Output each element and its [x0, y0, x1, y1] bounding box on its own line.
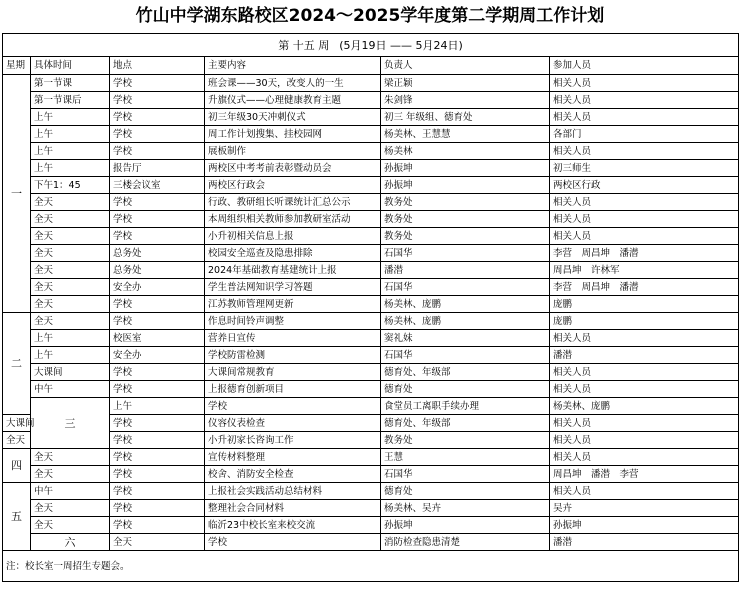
participants-cell: 相关人员: [550, 109, 739, 126]
time-cell: 全天: [31, 245, 110, 262]
content-cell: 小升初相关信息上报: [205, 228, 381, 245]
place-cell: 学校: [110, 75, 205, 92]
header-weekday: 星期: [3, 57, 31, 75]
week-range: (5月19日 —— 5月24日): [339, 38, 463, 52]
place-cell: 安全办: [110, 347, 205, 364]
content-cell: 宣传材料整理: [205, 449, 381, 466]
table-row: [3, 296, 739, 313]
time-cell: 全天: [31, 228, 110, 245]
table-row: [3, 211, 739, 228]
participants-cell: 吴卉: [550, 500, 739, 517]
time-cell: 全天: [31, 279, 110, 296]
owner-cell: 德育处: [381, 483, 550, 500]
place-cell: 学校: [110, 483, 205, 500]
page-title: 竹山中学湖东路校区2024～2025学年度第二学期周工作计划: [135, 6, 605, 26]
place-cell: 学校: [110, 109, 205, 126]
place-cell: 学校: [110, 415, 205, 432]
week-label: 第 十五 周: [278, 38, 330, 52]
table-row: [3, 432, 739, 449]
place-cell: 安全办: [110, 279, 205, 296]
participants-cell: 庞鹏: [550, 313, 739, 330]
participants-cell: 李营 周昌坤 潘潜: [550, 245, 739, 262]
content-cell: 两校区中考考前表彰暨动员会: [205, 160, 381, 177]
participants-cell: 相关人员: [550, 92, 739, 109]
weekday-cell: 六: [31, 534, 110, 551]
place-cell: 总务处: [110, 245, 205, 262]
content-cell: 校园安全巡查及隐患排除: [205, 245, 381, 262]
content-cell: 上报德育创新项目: [205, 381, 381, 398]
table-row: [3, 194, 739, 211]
content-cell: 行政、教研组长听课统计汇总公示: [205, 194, 381, 211]
content-cell: 整理社会合同材料: [205, 500, 381, 517]
table-row: [3, 483, 739, 500]
content-cell: 校舍、消防安全检查: [205, 466, 381, 483]
header-owner: 负责人: [381, 57, 550, 75]
time-cell: 大课间: [3, 415, 31, 432]
time-cell: 第一节课后: [31, 92, 110, 109]
owner-cell: 潘潜: [550, 534, 739, 551]
place-cell: 学校: [110, 92, 205, 109]
participants-cell: 庞鹏: [550, 296, 739, 313]
table-row: [3, 466, 739, 483]
participants-cell: 相关人员: [550, 194, 739, 211]
footnote: 注：校长室一周招生专题会。: [3, 551, 739, 582]
participants-cell: 相关人员: [550, 75, 739, 92]
participants-cell: 潘潜: [550, 347, 739, 364]
time-cell: 下午1：45: [31, 177, 110, 194]
table-row: [3, 398, 739, 415]
table-row: [3, 160, 739, 177]
time-cell: 全天: [31, 449, 110, 466]
place-cell: 学校: [110, 500, 205, 517]
content-cell: 学生普法网知识学习答题: [205, 279, 381, 296]
week-row: [3, 34, 739, 57]
owner-cell: 孙振坤: [381, 160, 550, 177]
participants-cell: 相关人员: [550, 211, 739, 228]
place-cell: 学校: [110, 126, 205, 143]
time-cell: 上午: [31, 143, 110, 160]
owner-cell: 石国华: [381, 245, 550, 262]
place-cell: 学校: [110, 364, 205, 381]
participants-cell: 李营 周昌坤 潘潜: [550, 279, 739, 296]
place-cell: 学校: [110, 143, 205, 160]
participants-cell: 相关人员: [550, 483, 739, 500]
owner-cell: 梁正颖: [381, 75, 550, 92]
time-cell: 全天: [31, 517, 110, 534]
time-cell: 上午: [31, 160, 110, 177]
weekly-plan-table: [2, 33, 739, 582]
content-cell: 仪容仪表检查: [205, 415, 381, 432]
table-row: [3, 449, 739, 466]
content-cell: 周工作计划搜集、挂校园网: [205, 126, 381, 143]
content-cell: 营养日宣传: [205, 330, 381, 347]
participants-cell: 相关人员: [550, 330, 739, 347]
table-row: [3, 500, 739, 517]
owner-cell: 教务处: [381, 228, 550, 245]
table-row: [3, 262, 739, 279]
participants-cell: 两校区行政: [550, 177, 739, 194]
place-cell: 学校: [110, 296, 205, 313]
table-row: [3, 228, 739, 245]
table-row: [3, 347, 739, 364]
owner-cell: 杨美林: [381, 143, 550, 160]
participants-cell: 相关人员: [550, 143, 739, 160]
header-content: 主要内容: [205, 57, 381, 75]
place-cell: 学校: [110, 432, 205, 449]
owner-cell: 石国华: [381, 347, 550, 364]
place-cell: 报告厅: [110, 160, 205, 177]
participants-cell: 相关人员: [550, 449, 739, 466]
time-cell: 全天: [31, 194, 110, 211]
time-cell: 上午: [31, 330, 110, 347]
owner-cell: 德育处、年级部: [381, 415, 550, 432]
participants-cell: 各部门: [550, 126, 739, 143]
place-cell: 学校: [110, 381, 205, 398]
content-cell: 临沂23中校长室来校交流: [205, 517, 381, 534]
owner-cell: 杨美林、庞鹏: [381, 313, 550, 330]
time-cell: 大课间: [31, 364, 110, 381]
participants-cell: 孙振坤: [550, 517, 739, 534]
owner-cell: 杨美林、王慧慧: [381, 126, 550, 143]
table-row: [3, 313, 739, 330]
weekday-cell: 二: [3, 313, 31, 415]
owner-cell: 朱剑锋: [381, 92, 550, 109]
place-cell: 学校: [110, 211, 205, 228]
week-cell: [3, 34, 739, 57]
content-cell: 展板制作: [205, 143, 381, 160]
table-row: [3, 92, 739, 109]
place-cell: 校医室: [110, 330, 205, 347]
header-participants: 参加人员: [550, 57, 739, 75]
participants-cell: 周昌坤 潘潜 李营: [550, 466, 739, 483]
table-row: [3, 415, 739, 432]
content-cell: 江苏教师管理网更新: [205, 296, 381, 313]
participants-cell: 初三师生: [550, 160, 739, 177]
participants-cell: 周昌坤 许林军: [550, 262, 739, 279]
owner-cell: 王慧: [381, 449, 550, 466]
participants-cell: 相关人员: [550, 415, 739, 432]
participants-cell: 相关人员: [550, 364, 739, 381]
participants-cell: 相关人员: [550, 381, 739, 398]
time-cell: 全天: [31, 296, 110, 313]
content-cell: 作息时间铃声调整: [205, 313, 381, 330]
content-cell: 小升初家长咨询工作: [205, 432, 381, 449]
owner-cell: 杨美林、庞鹏: [381, 296, 550, 313]
time-cell: 全天: [31, 466, 110, 483]
owner-cell: 石国华: [381, 466, 550, 483]
time-cell: 全天: [31, 313, 110, 330]
table-row: [3, 143, 739, 160]
table-row: [3, 381, 739, 398]
header-time: 具体时间: [31, 57, 110, 75]
weekday-cell: 一: [3, 75, 31, 313]
content-cell: 班会课——30天，改变人的一生: [205, 75, 381, 92]
table-row: [3, 245, 739, 262]
content-cell: 初三年级30天冲刺仪式: [205, 109, 381, 126]
table-row: [3, 330, 739, 347]
time-cell: 全天: [3, 432, 31, 449]
table-row: [3, 364, 739, 381]
owner-cell: 孙振坤: [381, 517, 550, 534]
table-row: [3, 534, 739, 551]
content-cell: 2024年基础教育基建统计上报: [205, 262, 381, 279]
owner-cell: 德育处、年级部: [381, 364, 550, 381]
time-cell: 上午: [31, 347, 110, 364]
table-row: [3, 279, 739, 296]
time-cell: 中午: [31, 483, 110, 500]
content-cell: 上报社会实践活动总结材料: [205, 483, 381, 500]
time-cell: 上午: [31, 109, 110, 126]
place-cell: 学校: [110, 228, 205, 245]
time-cell: 上午: [31, 126, 110, 143]
place-cell: 学校: [110, 449, 205, 466]
owner-cell: 杨美林、吴卉: [381, 500, 550, 517]
time-cell: 上午: [110, 398, 205, 415]
table-row: [3, 177, 739, 194]
table-row: [3, 126, 739, 143]
weekday-cell: 四: [3, 449, 31, 483]
weekday-cell: 五: [3, 483, 31, 551]
owner-cell: 石国华: [381, 279, 550, 296]
time-cell: 全天: [31, 262, 110, 279]
place-cell: 学校: [110, 517, 205, 534]
place-cell: 学校: [110, 466, 205, 483]
place-cell: 学校: [205, 534, 381, 551]
table-row: [3, 517, 739, 534]
owner-cell: 教务处: [381, 432, 550, 449]
time-cell: 第一节课: [31, 75, 110, 92]
place-cell: 三楼会议室: [110, 177, 205, 194]
place-cell: 学校: [110, 313, 205, 330]
content-cell: 本周组织相关教师参加教研室活动: [205, 211, 381, 228]
participants-cell: 相关人员: [550, 432, 739, 449]
owner-cell: 潘潜: [381, 262, 550, 279]
place-cell: 学校: [205, 398, 381, 415]
content-cell: 升旗仪式——心理健康教育主题: [205, 92, 381, 109]
content-cell: 学校防雷检测: [205, 347, 381, 364]
owner-cell: 初三 年级组、德育处: [381, 109, 550, 126]
owner-cell: 教务处: [381, 194, 550, 211]
content-cell: 两校区行政会: [205, 177, 381, 194]
time-cell: 全天: [110, 534, 205, 551]
owner-cell: 德育处: [381, 381, 550, 398]
time-cell: 全天: [31, 211, 110, 228]
content-cell: 消防检查隐患清楚: [381, 534, 550, 551]
table-row: [3, 109, 739, 126]
owner-cell: 窦礼妹: [381, 330, 550, 347]
table-row: [3, 75, 739, 92]
place-cell: 学校: [110, 194, 205, 211]
header-row: [3, 57, 739, 75]
owner-cell: 教务处: [381, 211, 550, 228]
note-row: [3, 551, 739, 582]
weekday-cell: 三: [31, 398, 110, 449]
owner-cell: 杨美林、庞鹏: [550, 398, 739, 415]
content-cell: 大课间常规教育: [205, 364, 381, 381]
owner-cell: 孙振坤: [381, 177, 550, 194]
participants-cell: 相关人员: [550, 228, 739, 245]
content-cell: 食堂员工离职手续办理: [381, 398, 550, 415]
time-cell: 全天: [31, 500, 110, 517]
time-cell: 中午: [31, 381, 110, 398]
header-place: 地点: [110, 57, 205, 75]
place-cell: 总务处: [110, 262, 205, 279]
